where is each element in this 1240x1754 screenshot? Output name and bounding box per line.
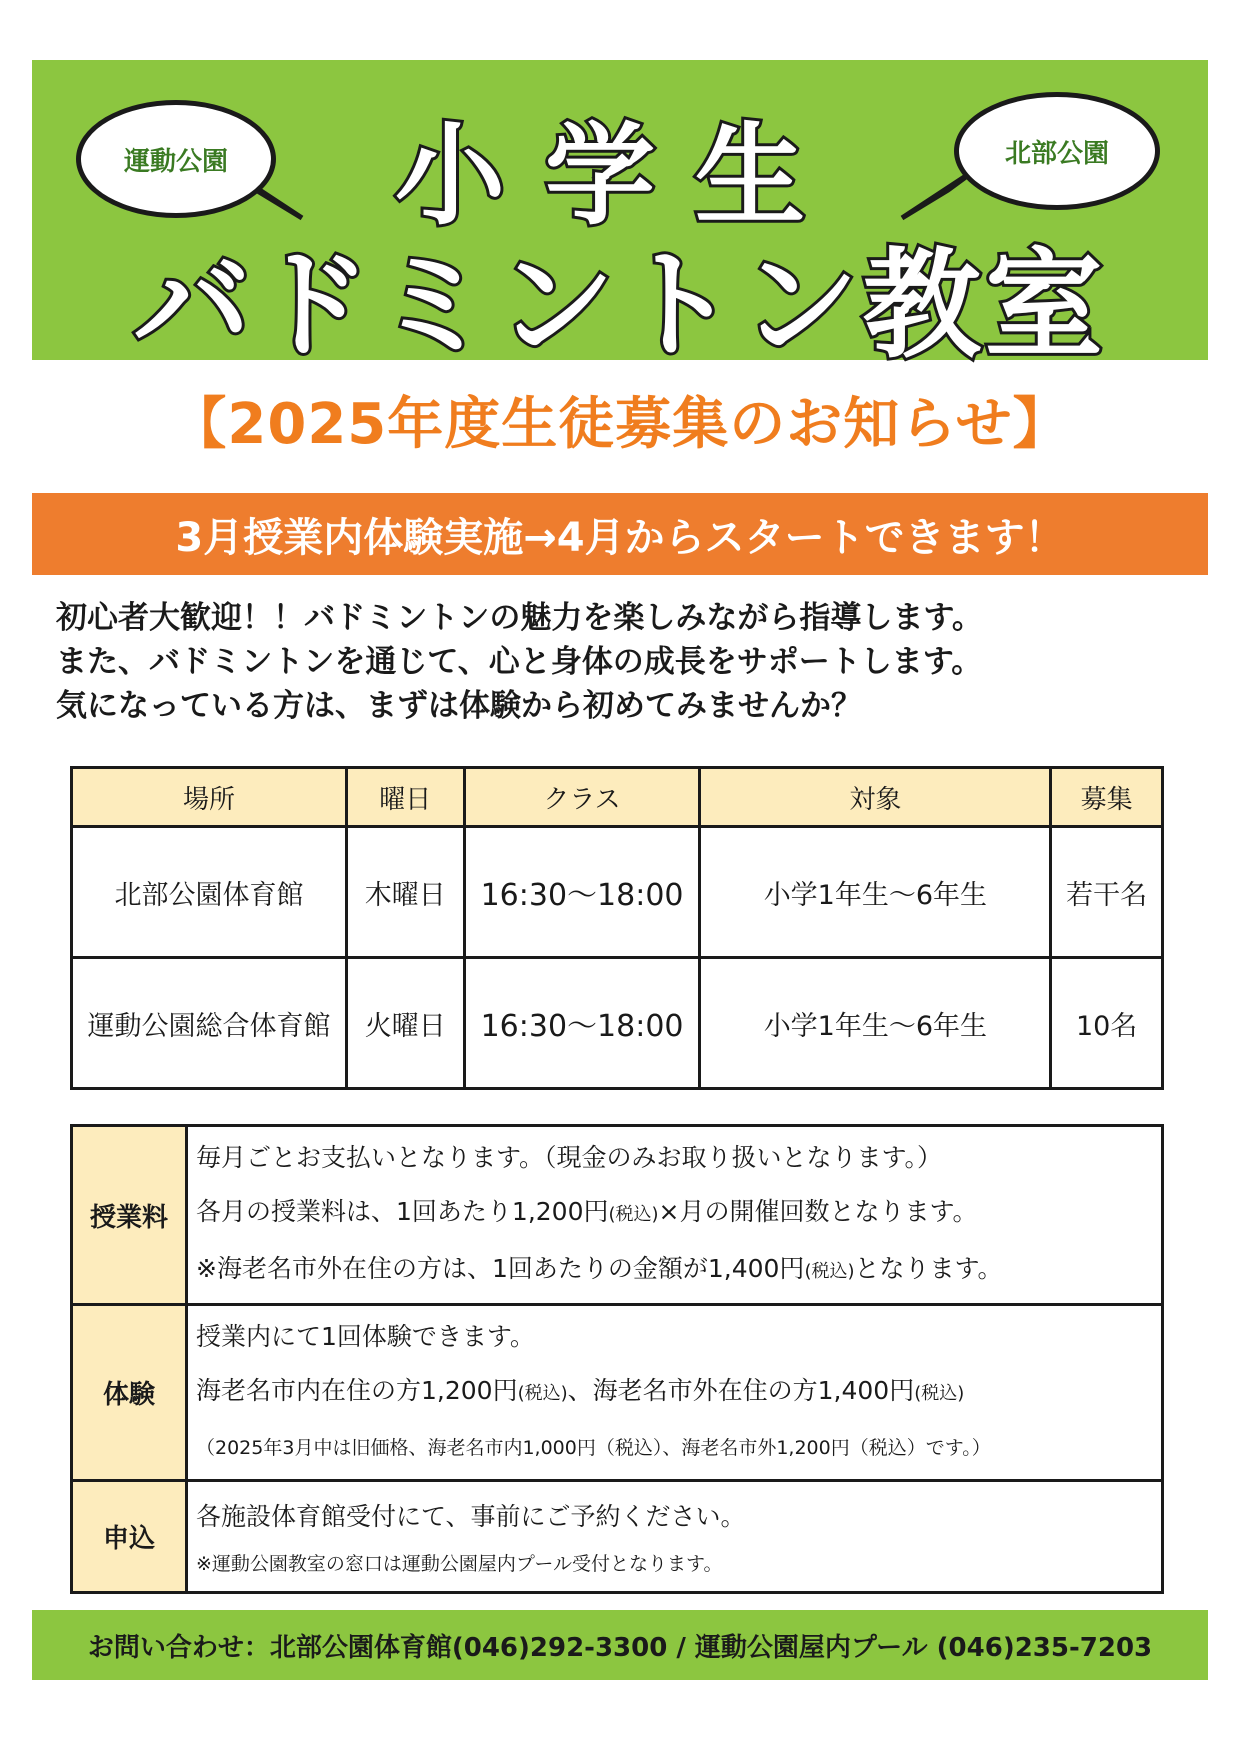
header-target: 対象 xyxy=(700,768,1051,827)
fee-label: 授業料 xyxy=(72,1126,187,1305)
fee-line: 各月の授業料は、1回あたり1,200円(税込)×月の開催回数となります。 xyxy=(196,1197,978,1226)
apply-note: ※運動公園教室の窓口は運動公園屋内プール受付となります。 xyxy=(196,1552,723,1575)
trial-note: （2025年3月中は旧価格、海老名市内1,000円（税込）、海老名市外1,200円（税込）です。） xyxy=(196,1437,991,1459)
cell-target: 小学1年生〜6年生 xyxy=(700,958,1051,1089)
table-header-row xyxy=(72,768,1163,827)
cell-weekday: 木曜日 xyxy=(346,827,464,958)
table-row xyxy=(72,958,1163,1089)
cell-openings: 10名 xyxy=(1051,958,1163,1089)
header-openings: 募集 xyxy=(1051,768,1163,827)
header-class: クラス xyxy=(464,768,700,827)
cell-target: 小学1年生〜6年生 xyxy=(700,827,1051,958)
title-line-1: 小学生 xyxy=(395,112,845,240)
cell-location: 運動公園総合体育館 xyxy=(72,958,347,1089)
info-table xyxy=(70,1124,1164,1594)
apply-row xyxy=(72,1481,1163,1593)
trial-label: 体験 xyxy=(72,1305,187,1481)
intro-line: 気になっている方は、まずは体験から初めてみませんか？ xyxy=(56,688,862,724)
fee-body xyxy=(187,1126,1163,1305)
speech-bubble-right: 北部公園 xyxy=(954,92,1160,210)
table-row xyxy=(72,827,1163,958)
trial-row xyxy=(72,1305,1163,1481)
apply-label: 申込 xyxy=(72,1481,187,1593)
trial-announcement-bar: 3月授業内体験実施→4月からスタートできます！ xyxy=(32,493,1208,575)
recruitment-subtitle: 【2025年度生徒募集のお知らせ】 xyxy=(170,392,1070,457)
intro-text xyxy=(56,596,1206,728)
trial-line: 授業内にて1回体験できます。 xyxy=(196,1322,535,1351)
header-weekday: 曜日 xyxy=(346,768,464,827)
fee-line: 毎月ごとお支払いとなります。（現金のみお取り扱いとなります。） xyxy=(196,1143,943,1172)
cell-openings: 若干名 xyxy=(1051,827,1163,958)
fee-line: ※海老名市外在住の方は、1回あたりの金額が1,400円(税込)となります。 xyxy=(196,1254,1003,1283)
cell-location: 北部公園体育館 xyxy=(72,827,347,958)
apply-line: 各施設体育館受付にて、事前にご予約ください。 xyxy=(196,1501,746,1531)
fee-row xyxy=(72,1126,1163,1305)
apply-body xyxy=(187,1481,1163,1593)
cell-weekday: 火曜日 xyxy=(346,958,464,1089)
trial-body xyxy=(187,1305,1163,1481)
intro-line: 初心者大歓迎！！バドミントンの魅力を楽しみながら指導します。 xyxy=(56,600,983,636)
cell-class-time: 16:30〜18:00 xyxy=(464,958,700,1089)
intro-line: また、バドミントンを通じて、心と身体の成長をサポートします。 xyxy=(56,644,983,680)
header-banner xyxy=(32,60,1208,374)
speech-bubble-left: 運動公園 xyxy=(76,100,276,218)
schedule-table xyxy=(70,766,1164,1090)
trial-line: 海老名市内在住の方1,200円(税込)、海老名市外在住の方1,400円(税込) xyxy=(196,1376,965,1405)
title-line-2: バドミントン教室 xyxy=(133,236,1107,374)
cell-class-time: 16:30〜18:00 xyxy=(464,827,700,958)
header-location: 場所 xyxy=(72,768,347,827)
contact-footer: お問い合わせ：北部公園体育館(046)292-3300 / 運動公園屋内プール (046)235-7203 xyxy=(32,1610,1208,1680)
